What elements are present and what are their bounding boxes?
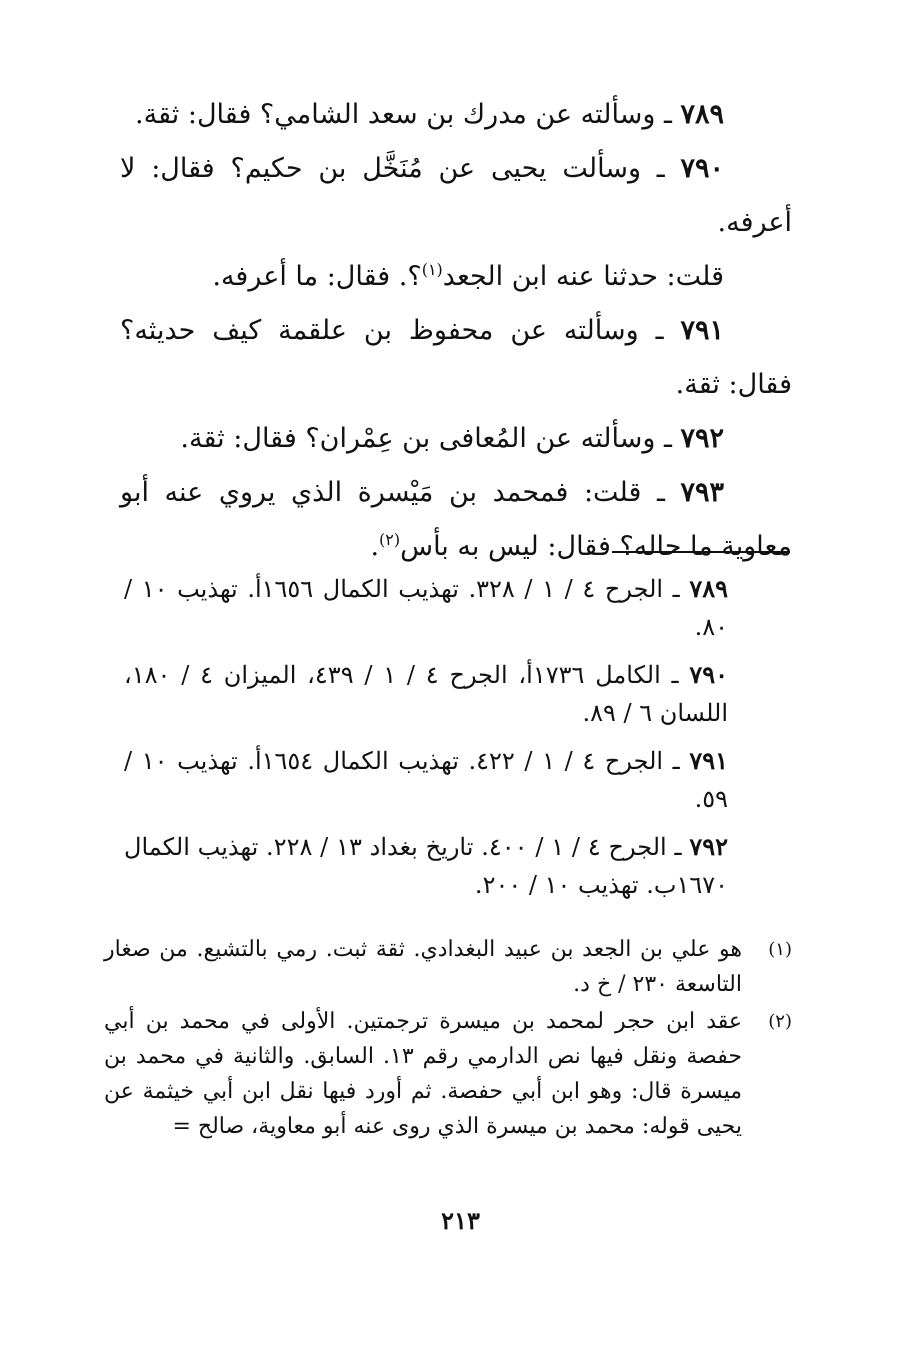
entry-number: ٧٩١ — [680, 315, 724, 346]
quote-rest: ؟. فقال: ما أعرفه. — [212, 261, 422, 292]
footnote-text: عقد ابن حجر لمحمد بن ميسرة ترجمتين. الأولى في محمد بن أبي حفصة ونقل فيها نص الدارمي رقم ١٣. السابق. والثانية في محمد بن ميسرة قال: وهو ابن أبي حفصة. ثم أورد فيها نقل ابن أبي خيثمة عن يحيى قوله: محمد بن ميسرة الذي روى عنه أبو معاوية، صالح = — [104, 1009, 742, 1139]
footnotes — [104, 932, 792, 1146]
reference-body: ـ الجرح ٤ / ١ / ٤٢٢. تهذيب الكمال ١٦٥٤أ. تهذيب ١٠ / ٥٩. — [124, 747, 728, 813]
reference-number: ٧٩١ — [689, 746, 729, 775]
reference-text — [124, 828, 728, 904]
reference-text — [124, 656, 728, 732]
entry-791 — [120, 304, 792, 412]
quote-text: قلت: حدثنا عنه ابن الجعد — [442, 261, 724, 292]
footnote-marker: (٢) — [379, 530, 401, 549]
reference-body: ـ الجرح ٤ / ١ / ٣٢٨. تهذيب الكمال ١٦٥٦أ. تهذيب ١٠ / ٨٠. — [124, 575, 728, 641]
entry-number: ٧٩٠ — [680, 153, 724, 184]
entry-text: ـ وسألته عن محفوظ بن علقمة كيف حديثه؟ فقال: ثقة. — [120, 315, 792, 400]
footnote-item — [104, 1004, 792, 1144]
entry-790-quote — [120, 250, 792, 304]
reference-text — [124, 742, 728, 818]
footnote-text: هو علي بن الجعد بن عبيد البغدادي. ثقة ثبت. رمي بالتشيع. من صغار التاسعة ٢٣٠ / خ د. — [104, 937, 742, 997]
reference-number: ٧٩٠ — [689, 660, 729, 689]
reference-item — [124, 828, 728, 904]
page-number: ٢١٣ — [441, 1206, 480, 1235]
entry-text: ـ وسألته عن مدرك بن سعد الشامي؟ فقال: ثقة. — [135, 99, 681, 130]
entry-790 — [120, 142, 792, 250]
entry-789 — [120, 88, 792, 142]
reference-item — [124, 570, 728, 646]
reference-text — [124, 570, 728, 646]
reference-list — [124, 570, 728, 914]
reference-item — [124, 656, 728, 732]
entry-text: ـ وسألته عن المُعافى بن عِمْران؟ فقال: ثقة. — [180, 423, 681, 454]
reference-body: ـ الكامل ١٧٣٦أ، الجرح ٤ / ١ / ٤٣٩، الميزان ٤ / ١٨٠، اللسان ٦ / ٨٩. — [124, 661, 728, 727]
footnote-marker: (١) — [421, 260, 443, 279]
main-text — [120, 88, 792, 574]
reference-number: ٧٨٩ — [689, 574, 729, 603]
footnote-separator — [612, 551, 790, 553]
entry-text: ـ قلت: فمحمد بن مَيْسرة الذي يروي عنه أبو معاوية ما حاله؟ فقال: ليس به بأس — [120, 477, 792, 562]
footnote-mark: (١) — [768, 939, 792, 960]
entry-end: . — [370, 531, 380, 562]
reference-number: ٧٩٢ — [689, 832, 729, 861]
entry-793 — [120, 466, 792, 574]
entry-text: ـ وسألت يحيى عن مُنَخَّل بن حكيم؟ فقال: لا أعرفه. — [120, 153, 792, 238]
entry-792 — [120, 412, 792, 466]
footnote-item — [104, 932, 792, 1002]
entry-number: ٧٩٣ — [680, 477, 724, 508]
footnote-mark: (٢) — [768, 1011, 792, 1032]
reference-item — [124, 742, 728, 818]
reference-body: ـ الجرح ٤ / ١ / ٤٠٠. تاريخ بغداد ١٣ / ٢٢٨. تهذيب الكمال ١٦٧٠ب. تهذيب ١٠ / ٢٠٠. — [124, 833, 728, 899]
entry-number: ٧٩٢ — [680, 423, 724, 454]
entry-number: ٧٨٩ — [680, 99, 724, 130]
